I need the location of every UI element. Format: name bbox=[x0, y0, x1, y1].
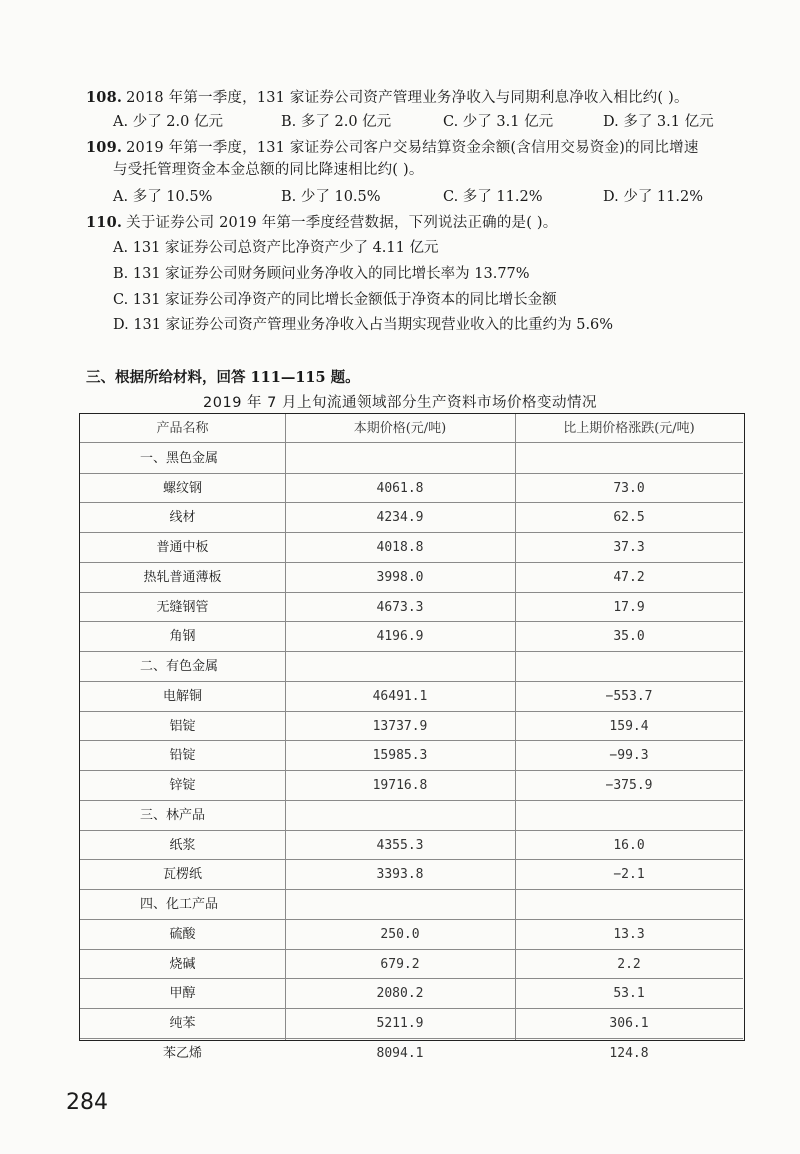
table-header-row bbox=[80, 414, 743, 443]
change-cell: 47.2 bbox=[613, 569, 645, 585]
header-change: 比上期价格涨跌(元/吨) bbox=[563, 421, 695, 436]
option-a: A. 131 家证券公司总资产比净资产少了 4.11 亿元 bbox=[113, 240, 439, 256]
price-cell: 5211.9 bbox=[376, 1016, 424, 1031]
table-row bbox=[80, 622, 743, 652]
price-cell: 4018.8 bbox=[376, 540, 424, 555]
price-cell: 4355.3 bbox=[376, 837, 424, 853]
table-row bbox=[80, 950, 743, 980]
product-name-cell: 螺纹钢 bbox=[162, 480, 202, 496]
change-cell: −375.9 bbox=[605, 778, 653, 793]
price-cell bbox=[285, 444, 515, 474]
change-cell bbox=[515, 652, 743, 682]
change-cell: 13.3 bbox=[613, 926, 645, 942]
change-cell bbox=[515, 890, 743, 920]
price-cell: 13737.9 bbox=[372, 718, 428, 734]
table-row bbox=[80, 860, 743, 890]
table-row bbox=[80, 979, 743, 1009]
change-cell: 16.0 bbox=[613, 837, 645, 853]
product-name-cell: 锌锭 bbox=[169, 778, 196, 793]
table-row bbox=[80, 831, 743, 861]
product-name-cell: 苯乙烯 bbox=[162, 1045, 202, 1061]
question-110 bbox=[86, 213, 557, 233]
table-title: 2019 年 7 月上旬流通领域部分生产资料市场价格变动情况 bbox=[203, 395, 597, 411]
option-a: A. 多了 10.5% bbox=[113, 189, 213, 205]
change-cell: 2.2 bbox=[617, 956, 641, 972]
change-cell: 159.4 bbox=[609, 718, 649, 734]
change-cell: 62.5 bbox=[613, 510, 645, 526]
table-category-row bbox=[80, 801, 743, 831]
question-text: 2019 年第一季度，131 家证券公司客户交易结算资金余额(含信用交易资金)的同比增速 bbox=[126, 140, 699, 156]
price-cell bbox=[285, 890, 515, 920]
price-cell: 15985.3 bbox=[372, 748, 428, 764]
change-cell bbox=[515, 801, 743, 831]
price-cell: 3998.0 bbox=[376, 569, 424, 585]
product-name-cell: 铝锭 bbox=[169, 718, 196, 734]
price-cell: 250.0 bbox=[380, 926, 420, 942]
price-cell bbox=[285, 801, 515, 831]
question-109-continued bbox=[113, 160, 424, 180]
product-name-cell: 铅锭 bbox=[169, 748, 196, 764]
table-row bbox=[80, 593, 743, 623]
change-cell: 37.3 bbox=[613, 540, 645, 555]
option-c: C. 131 家证券公司净资产的同比增长金额低于净资本的同比增长金额 bbox=[113, 292, 557, 308]
table-row bbox=[80, 1039, 743, 1069]
table-row bbox=[80, 563, 743, 593]
price-cell: 4196.9 bbox=[376, 629, 424, 645]
change-cell: 124.8 bbox=[609, 1045, 649, 1061]
table-row bbox=[80, 1009, 743, 1039]
table-row bbox=[80, 474, 743, 504]
option-b: B. 少了 10.5% bbox=[281, 189, 381, 205]
product-name-cell: 纯苯 bbox=[169, 1016, 196, 1031]
question-109 bbox=[86, 138, 699, 158]
product-name-cell: 瓦楞纸 bbox=[162, 867, 202, 883]
option-d: D. 131 家证券公司资产管理业务净收入占当期实现营业收入的比重约为 5.6% bbox=[113, 317, 614, 333]
option-d: D. 多了 3.1 亿元 bbox=[603, 114, 714, 130]
section-heading: 三、根据所给材料，回答 111—115 题。 bbox=[86, 369, 360, 386]
header-price: 本期价格(元/吨) bbox=[353, 421, 447, 436]
change-cell: 35.0 bbox=[613, 629, 645, 645]
change-cell: −553.7 bbox=[605, 688, 653, 704]
table-category-row bbox=[80, 890, 743, 920]
table-row bbox=[80, 503, 743, 533]
change-cell: 17.9 bbox=[613, 599, 645, 615]
product-name-cell: 一、黑色金属 bbox=[140, 450, 219, 466]
price-cell: 3393.8 bbox=[376, 867, 424, 883]
question-text: 关于证券公司 2019 年第一季度经营数据，下列说法正确的是( )。 bbox=[126, 215, 558, 231]
product-name-cell: 烧碱 bbox=[169, 956, 196, 972]
header-product: 产品名称 bbox=[156, 421, 209, 436]
table-row bbox=[80, 712, 743, 742]
change-cell bbox=[515, 444, 743, 474]
change-cell: 306.1 bbox=[609, 1016, 649, 1031]
option-d: D. 少了 11.2% bbox=[603, 189, 703, 205]
table-row bbox=[80, 771, 743, 801]
price-cell: 4234.9 bbox=[376, 510, 424, 526]
option-b: B. 多了 2.0 亿元 bbox=[281, 114, 392, 130]
change-cell: −2.1 bbox=[613, 867, 645, 883]
table-category-row bbox=[80, 444, 743, 474]
price-cell: 8094.1 bbox=[376, 1045, 424, 1061]
product-name-cell: 纸浆 bbox=[169, 837, 196, 853]
price-cell: 46491.1 bbox=[372, 688, 428, 704]
question-108 bbox=[86, 88, 689, 108]
table-row bbox=[80, 920, 743, 950]
price-cell: 19716.8 bbox=[372, 778, 428, 793]
question-text: 与受托管理资金本金总额的同比降速相比约( )。 bbox=[113, 162, 424, 178]
product-name-cell: 普通中板 bbox=[156, 540, 209, 555]
product-name-cell: 电解铜 bbox=[162, 688, 202, 704]
price-cell bbox=[285, 652, 515, 682]
table-row bbox=[80, 533, 743, 563]
question-text: 2018 年第一季度，131 家证券公司资产管理业务净收入与同期利息净收入相比约( )。 bbox=[126, 90, 689, 106]
table-row bbox=[80, 741, 743, 771]
option-c: C. 少了 3.1 亿元 bbox=[443, 114, 554, 130]
question-number: 110. bbox=[86, 214, 123, 231]
product-name-cell: 无缝钢管 bbox=[156, 599, 209, 615]
product-name-cell: 角钢 bbox=[169, 629, 196, 645]
price-cell: 2080.2 bbox=[376, 986, 424, 1002]
change-cell: 73.0 bbox=[613, 480, 645, 496]
table-row bbox=[80, 682, 743, 712]
table-category-row bbox=[80, 652, 743, 682]
price-table bbox=[79, 413, 745, 1061]
price-cell: 4061.8 bbox=[376, 480, 424, 496]
price-cell: 4673.3 bbox=[376, 599, 424, 615]
option-c: C. 多了 11.2% bbox=[443, 189, 543, 205]
product-name-cell: 线材 bbox=[169, 510, 196, 526]
product-name-cell: 三、林产品 bbox=[140, 807, 206, 823]
question-number: 108. bbox=[86, 89, 123, 106]
product-name-cell: 甲醇 bbox=[169, 986, 196, 1002]
question-number: 109. bbox=[86, 139, 123, 156]
product-name-cell: 四、化工产品 bbox=[140, 897, 219, 912]
product-name-cell: 热轧普通薄板 bbox=[143, 569, 222, 585]
option-a: A. 少了 2.0 亿元 bbox=[113, 114, 223, 130]
change-cell: −99.3 bbox=[609, 748, 649, 764]
option-b: B. 131 家证券公司财务顾问业务净收入的同比增长率为 13.77% bbox=[113, 266, 530, 282]
page-number: 284 bbox=[66, 1090, 108, 1115]
product-name-cell: 二、有色金属 bbox=[140, 659, 219, 674]
change-cell: 53.1 bbox=[613, 986, 645, 1002]
price-cell: 679.2 bbox=[380, 956, 420, 972]
product-name-cell: 硫酸 bbox=[169, 926, 196, 942]
